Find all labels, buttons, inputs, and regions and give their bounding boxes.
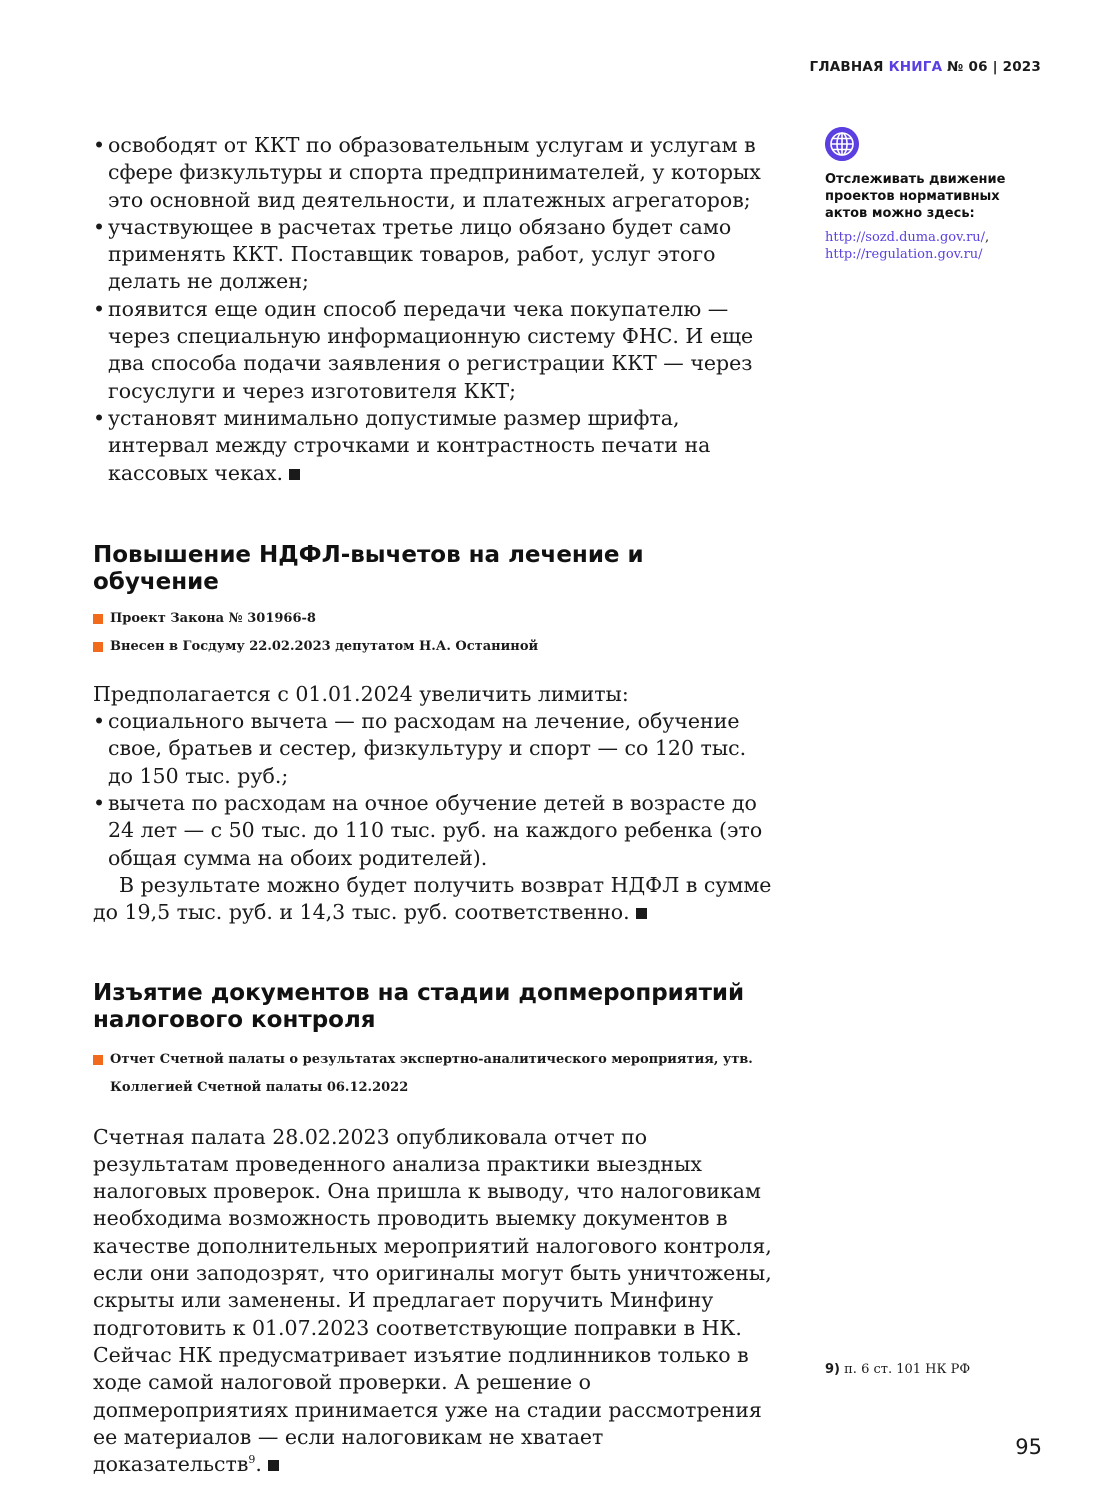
list-item-text: установят минимально допустимые размер шрифта, интервал между строчками и контрастность печати на кассовых чеках. [108,405,711,485]
issue-number: № 06 | 2023 [947,59,1041,75]
link-sozd[interactable]: http://sozd.duma.gov.ru/ [825,230,986,245]
list-item: • вычета по расходам на очное обучение детей в возрасте до 24 лет — с 50 тыс. до 110 тыс. руб. на каждого ребенка (это общая сумма на обоих родителей). [93,790,773,872]
footnote-ref[interactable]: 9 [248,1453,256,1467]
documents-tags [93,1046,773,1102]
tag-item: Внесен в Госдуму 22.02.2023 депутатом Н.А. Останиной [93,633,773,661]
globe-icon [825,127,859,161]
section-title-ndfl: Повышение НДФЛ-вычетов на лечение и обучение [93,541,644,595]
list-item: • участвующее в расчетах третье лицо обязано будет само применять ККТ. Поставщик товаров, работ, услуг этого делать не должен; [93,214,773,296]
tag-item: Отчет Счетной палаты о результатах экспертно-аналитического мероприятия, утв. Коллегией Счетной палаты 06.12.2022 [93,1046,773,1102]
list-item: • появится еще один способ передачи чека покупателю — через специальную информационную систему ФНС. И еще два способа подачи заявления о регистрации ККТ — через госуслуги и через изготовителя ККТ; [93,296,773,405]
kkt-bullets [93,132,773,487]
documents-body-text: Счетная палата 28.02.2023 опубликовала отчет по результатам проведенного анализа практики выездных налоговых проверок. Она пришла к выводу, что налоговикам необходима возможность проводить выемку документов в качестве дополнительных мероприятий налогового контроля, если они заподозрят, что оригиналы могут быть уничтожены, скрыты или заменены. И предлагает поручить Минфину подготовить к 01.07.2023 соответствующие поправки в НК. Сейчас НК предусматривает изъятие подлинников только в ходе самой налоговой проверки. А решение о допмероприятиях принимается уже на стадии рассмотрения ее материалов — если налоговикам не хватает доказательств [93,1124,772,1477]
brand-main: ГЛАВНАЯ [809,59,884,75]
end-mark-icon [268,1460,279,1471]
brand-accent: КНИГА [888,59,943,75]
section-title-documents: Изъятие документов на стадии допмероприятий налогового контроля [93,979,745,1033]
ndfl-tags [93,605,773,661]
list-item: • освободят от ККТ по образовательным услугам и услугам в сфере физкультуры и спорта предпринимателей, у которых это основной вид деятельности, и платежных агрегаторов; [93,132,773,214]
footnote-text: п. 6 ст. 101 НК РФ [844,1362,971,1377]
end-mark-icon [636,908,647,919]
tag-item: Проект Закона № 301966-8 [93,605,773,633]
page-number: 95 [1015,1435,1042,1459]
main-column [93,132,773,1478]
footnote [825,1362,970,1377]
ndfl-conclusion [93,872,773,927]
list-item [93,405,773,487]
link-separator: , [985,230,990,245]
sidebar-links [825,229,1035,263]
masthead [810,59,1041,75]
documents-body-end: . [255,1452,262,1477]
sidebar-note [825,127,1035,263]
footnote-number: 9) [825,1362,840,1377]
link-regulation[interactable]: http://regulation.gov.ru/ [825,247,983,262]
list-item: • социального вычета — по расходам на лечение, обучение свое, братьев и сестер, физкультуру и спорт — со 120 тыс. до 150 тыс. руб.; [93,708,773,790]
ndfl-bullets [93,708,773,872]
ndfl-conclusion-text: В результате можно будет получить возврат НДФЛ в сумме до 19,5 тыс. руб. и 14,3 тыс. руб. соответственно. [93,872,772,925]
end-mark-icon [289,469,300,480]
documents-body [93,1124,773,1479]
ndfl-intro: Предполагается с 01.01.2024 увеличить лимиты: [93,681,629,706]
sidebar-title: Отслеживать движение проектов нормативных актов можно здесь: [825,172,1006,221]
